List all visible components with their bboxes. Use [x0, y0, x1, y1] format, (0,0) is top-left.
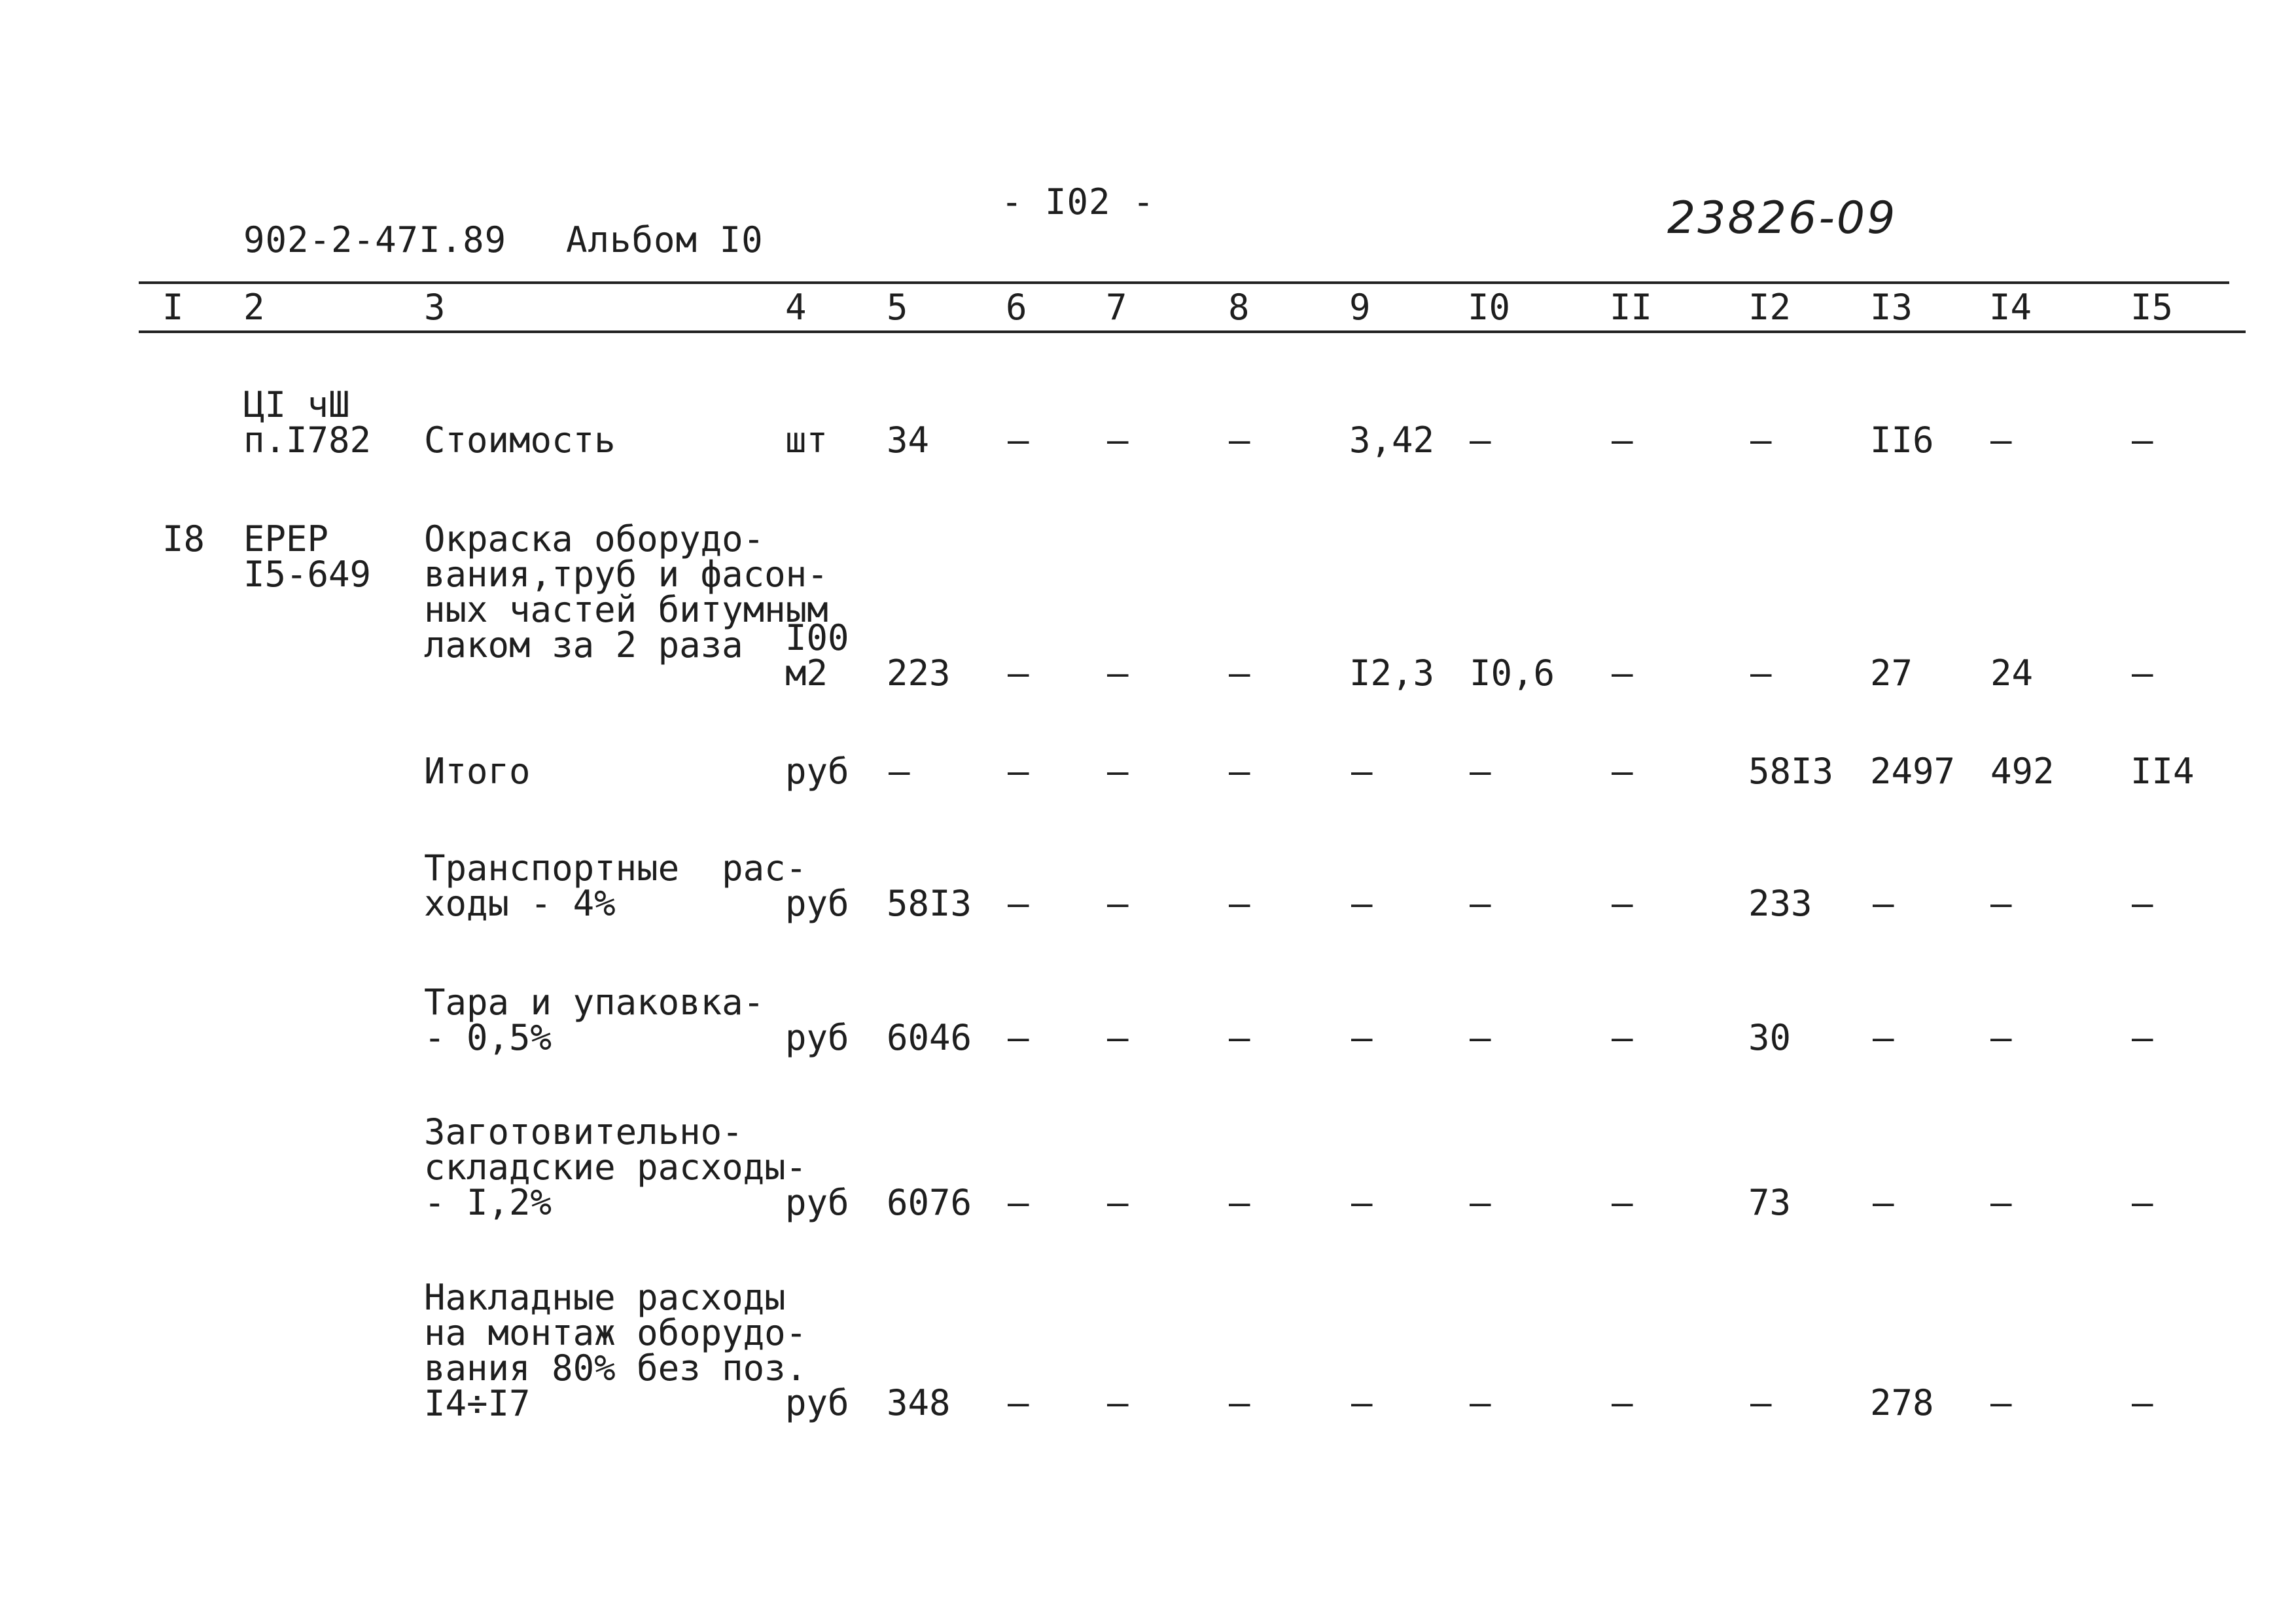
row-7-col7: – [1107, 1382, 1129, 1423]
row-1-col9: 3,42 [1349, 419, 1435, 461]
row-3-col6: – [1008, 751, 1029, 792]
row-5-name: Тара и упаковка- - 0,5% [424, 982, 765, 1058]
row-6-col5: 6076 [887, 1182, 972, 1223]
row-2-col13: 27 [1870, 652, 1913, 694]
row-7-col15: – [2132, 1382, 2153, 1423]
column-header-1: I [162, 287, 184, 328]
row-1-col11: – [1612, 419, 1633, 461]
row-7-col5: 348 [887, 1382, 951, 1423]
column-header-11: II [1610, 287, 1653, 328]
row-5-col6: – [1008, 1017, 1029, 1058]
row-4-col6: – [1008, 883, 1029, 924]
row-2-unit: I00 м2 [785, 617, 849, 694]
row-4-col14: – [1990, 883, 2012, 924]
row-5-col5: 6046 [887, 1017, 972, 1058]
row-7-col10: – [1470, 1382, 1491, 1423]
document-code: 902-2-47I.89 [243, 219, 507, 260]
row-2-name: Окраска оборудо- вания,труб и фасон- ных частей битумным лаком за 2 раза [424, 518, 828, 666]
column-header-13: I3 [1870, 287, 1913, 328]
row-6-col15: – [2132, 1182, 2153, 1223]
row-4-col11: – [1612, 883, 1633, 924]
row-6-col12: 73 [1748, 1182, 1792, 1223]
row-5-col12: 30 [1748, 1017, 1792, 1058]
row-2-col10: I0,6 [1470, 652, 1555, 694]
column-header-12: I2 [1748, 287, 1792, 328]
row-2-position: I8 [162, 518, 205, 560]
row-7-col12: – [1750, 1382, 1772, 1423]
row-6-col14: – [1990, 1182, 2012, 1223]
row-4-col10: – [1470, 883, 1491, 924]
row-7-name: Накладные расходы на монтаж оборудо- вания 80% без поз. I4÷I7 [424, 1277, 807, 1424]
row-6-col10: – [1470, 1182, 1491, 1223]
row-1-col13: II6 [1870, 419, 1934, 461]
row-7-unit: руб [785, 1382, 849, 1423]
row-6-col7: – [1107, 1182, 1129, 1223]
row-3-name: Итого [424, 751, 531, 792]
column-header-15: I5 [2130, 287, 2174, 328]
row-5-col13: – [1873, 1017, 1894, 1058]
row-1-col5: 34 [887, 419, 930, 461]
row-7-col6: – [1008, 1382, 1029, 1423]
row-6-col13: – [1873, 1182, 1894, 1223]
row-4-col15: – [2132, 883, 2153, 924]
column-header-6: 6 [1006, 287, 1027, 328]
row-7-col11: – [1612, 1382, 1633, 1423]
row-4-col9: – [1351, 883, 1373, 924]
row-5-unit: руб [785, 1017, 849, 1058]
column-header-5: 5 [887, 287, 908, 328]
row-1-code: ЦI чШ п.I782 [243, 384, 372, 461]
row-4-col5: 58I3 [887, 883, 972, 924]
row-3-col12: 58I3 [1748, 751, 1834, 792]
row-3-col5: – [889, 751, 910, 792]
row-3-col10: – [1470, 751, 1491, 792]
row-4-col7: – [1107, 883, 1129, 924]
row-3-col9: – [1351, 751, 1373, 792]
row-4-col13: – [1873, 883, 1894, 924]
row-2-col5: 223 [887, 652, 951, 694]
row-2-col12: – [1750, 652, 1772, 694]
row-1-col6: – [1008, 419, 1029, 461]
stamp-number: 23826-09 [1667, 192, 1898, 244]
column-header-10: I0 [1468, 287, 1511, 328]
row-5-col15: – [2132, 1017, 2153, 1058]
row-6-col11: – [1612, 1182, 1633, 1223]
row-1-col15: – [2132, 419, 2153, 461]
page-number: - I02 - [1001, 181, 1155, 223]
row-7-col14: – [1990, 1382, 2012, 1423]
row-3-col13: 2497 [1870, 751, 1956, 792]
column-header-4: 4 [785, 287, 807, 328]
row-3-col11: – [1612, 751, 1633, 792]
column-header-2: 2 [243, 287, 265, 328]
row-4-name: Транспортные рас- ходы - 4% [424, 847, 807, 924]
row-7-col9: – [1351, 1382, 1373, 1423]
row-5-col10: – [1470, 1017, 1491, 1058]
row-5-col11: – [1612, 1017, 1633, 1058]
table-top-rule [139, 281, 2229, 284]
row-4-col8: – [1229, 883, 1250, 924]
row-1-col10: – [1470, 419, 1491, 461]
row-1-unit: шт [785, 419, 828, 461]
row-3-col7: – [1107, 751, 1129, 792]
row-5-col14: – [1990, 1017, 2012, 1058]
row-2-col9: I2,3 [1349, 652, 1435, 694]
table-header-rule [139, 330, 2246, 333]
row-2-col7: – [1107, 652, 1129, 694]
column-header-14: I4 [1989, 287, 2032, 328]
row-3-col15: II4 [2130, 751, 2195, 792]
column-header-9: 9 [1349, 287, 1371, 328]
row-6-unit: руб [785, 1182, 849, 1223]
row-2-col14: 24 [1990, 652, 2034, 694]
row-1-col7: – [1107, 419, 1129, 461]
column-header-8: 8 [1228, 287, 1250, 328]
row-1-col8: – [1229, 419, 1250, 461]
row-3-unit: руб [785, 751, 849, 792]
row-6-col9: – [1351, 1182, 1373, 1223]
row-1-col12: – [1750, 419, 1772, 461]
row-6-col8: – [1229, 1182, 1250, 1223]
column-header-7: 7 [1106, 287, 1127, 328]
row-2-col15: – [2132, 652, 2153, 694]
row-5-col9: – [1351, 1017, 1373, 1058]
column-header-3: 3 [424, 287, 446, 328]
row-6-col6: – [1008, 1182, 1029, 1223]
row-6-name: Заготовительно- складские расходы- - I,2% [424, 1111, 807, 1223]
row-1-name: Стоимость [424, 419, 616, 461]
row-2-code: ЕРЕР I5-649 [243, 518, 372, 595]
row-2-col8: – [1229, 652, 1250, 694]
row-3-col8: – [1229, 751, 1250, 792]
row-4-col12: 233 [1748, 883, 1812, 924]
row-5-col8: – [1229, 1017, 1250, 1058]
row-3-col14: 492 [1990, 751, 2055, 792]
row-1-col14: – [1990, 419, 2012, 461]
row-7-col13: 278 [1870, 1382, 1934, 1423]
row-5-col7: – [1107, 1017, 1129, 1058]
album-label: Альбом I0 [566, 219, 764, 260]
row-4-unit: руб [785, 883, 849, 924]
row-2-col11: – [1612, 652, 1633, 694]
row-7-col8: – [1229, 1382, 1250, 1423]
row-2-col6: – [1008, 652, 1029, 694]
